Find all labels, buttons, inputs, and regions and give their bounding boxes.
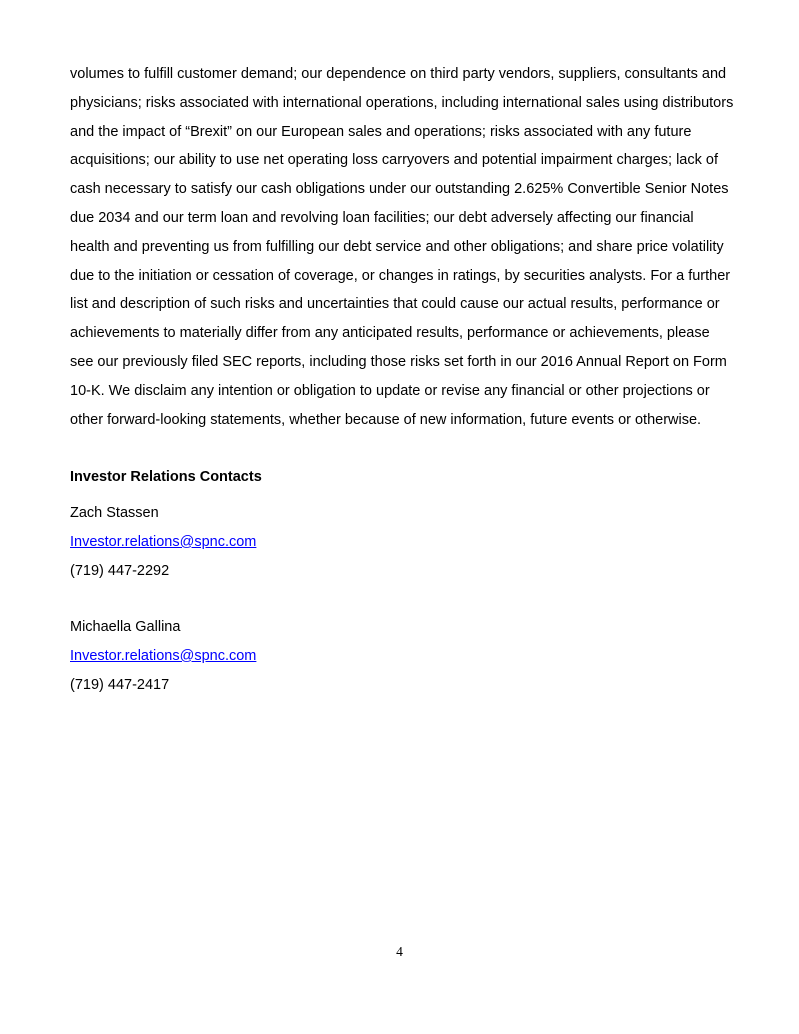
paragraph-line: list and description of such risks and uncertainties that could cause our actual results, performance or	[70, 296, 720, 313]
contact-phone: (719) 447-2292	[70, 562, 170, 579]
page-number: 4	[396, 944, 403, 959]
paragraph-line: physicians; risks associated with international operations, including international sales using distributors	[70, 94, 734, 111]
contact-block-michaella-gallina	[70, 613, 256, 699]
paragraph-line: health and preventing us from fulfilling our debt service and other obligations; and share price volatility	[70, 238, 724, 255]
paragraph-line: see our previously filed SEC reports, including those risks set forth in our 2016 Annual Report on Form	[70, 353, 727, 370]
contact-email-link[interactable]: Investor.relations@spnc.com	[70, 533, 257, 550]
paragraph-line: cash necessary to satisfy our cash obligations under our outstanding 2.625% Convertible Senior Notes	[70, 181, 729, 198]
paragraph-line: due to the initiation or cessation of coverage, or changes in ratings, by securities analysts. For a further	[70, 267, 731, 284]
investor-relations-contacts-heading: Investor Relations Contacts	[70, 469, 262, 485]
paragraph-line: acquisitions; our ability to use net operating loss carryovers and potential impairment charges; lack of	[70, 152, 718, 169]
forward-looking-statements-paragraph	[70, 60, 750, 434]
contact-phone: (719) 447-2417	[70, 676, 170, 693]
paragraph-line: volumes to fulfill customer demand; our dependence on third party vendors, suppliers, consultants and	[70, 66, 727, 82]
contact-email-link[interactable]: Investor.relations@spnc.com	[70, 647, 257, 664]
paragraph-line: achievements to materially differ from any anticipated results, performance or achievements, please	[70, 325, 710, 342]
contact-name: Zach Stassen	[70, 505, 159, 521]
paragraph-line: due 2034 and our term loan and revolving loan facilities; our debt adversely affecting our financial	[70, 209, 694, 226]
paragraph-line: 10-K. We disclaim any intention or obligation to update or revise any financial or other projections or	[70, 382, 710, 399]
contact-block-zach-stassen	[70, 499, 256, 585]
paragraph-line: and the impact of “Brexit” on our European sales and operations; risks associated with any future	[70, 123, 692, 140]
paragraph-line: other forward-looking statements, whether because of new information, future events or otherwise.	[70, 411, 702, 428]
contact-name: Michaella Gallina	[70, 619, 181, 635]
